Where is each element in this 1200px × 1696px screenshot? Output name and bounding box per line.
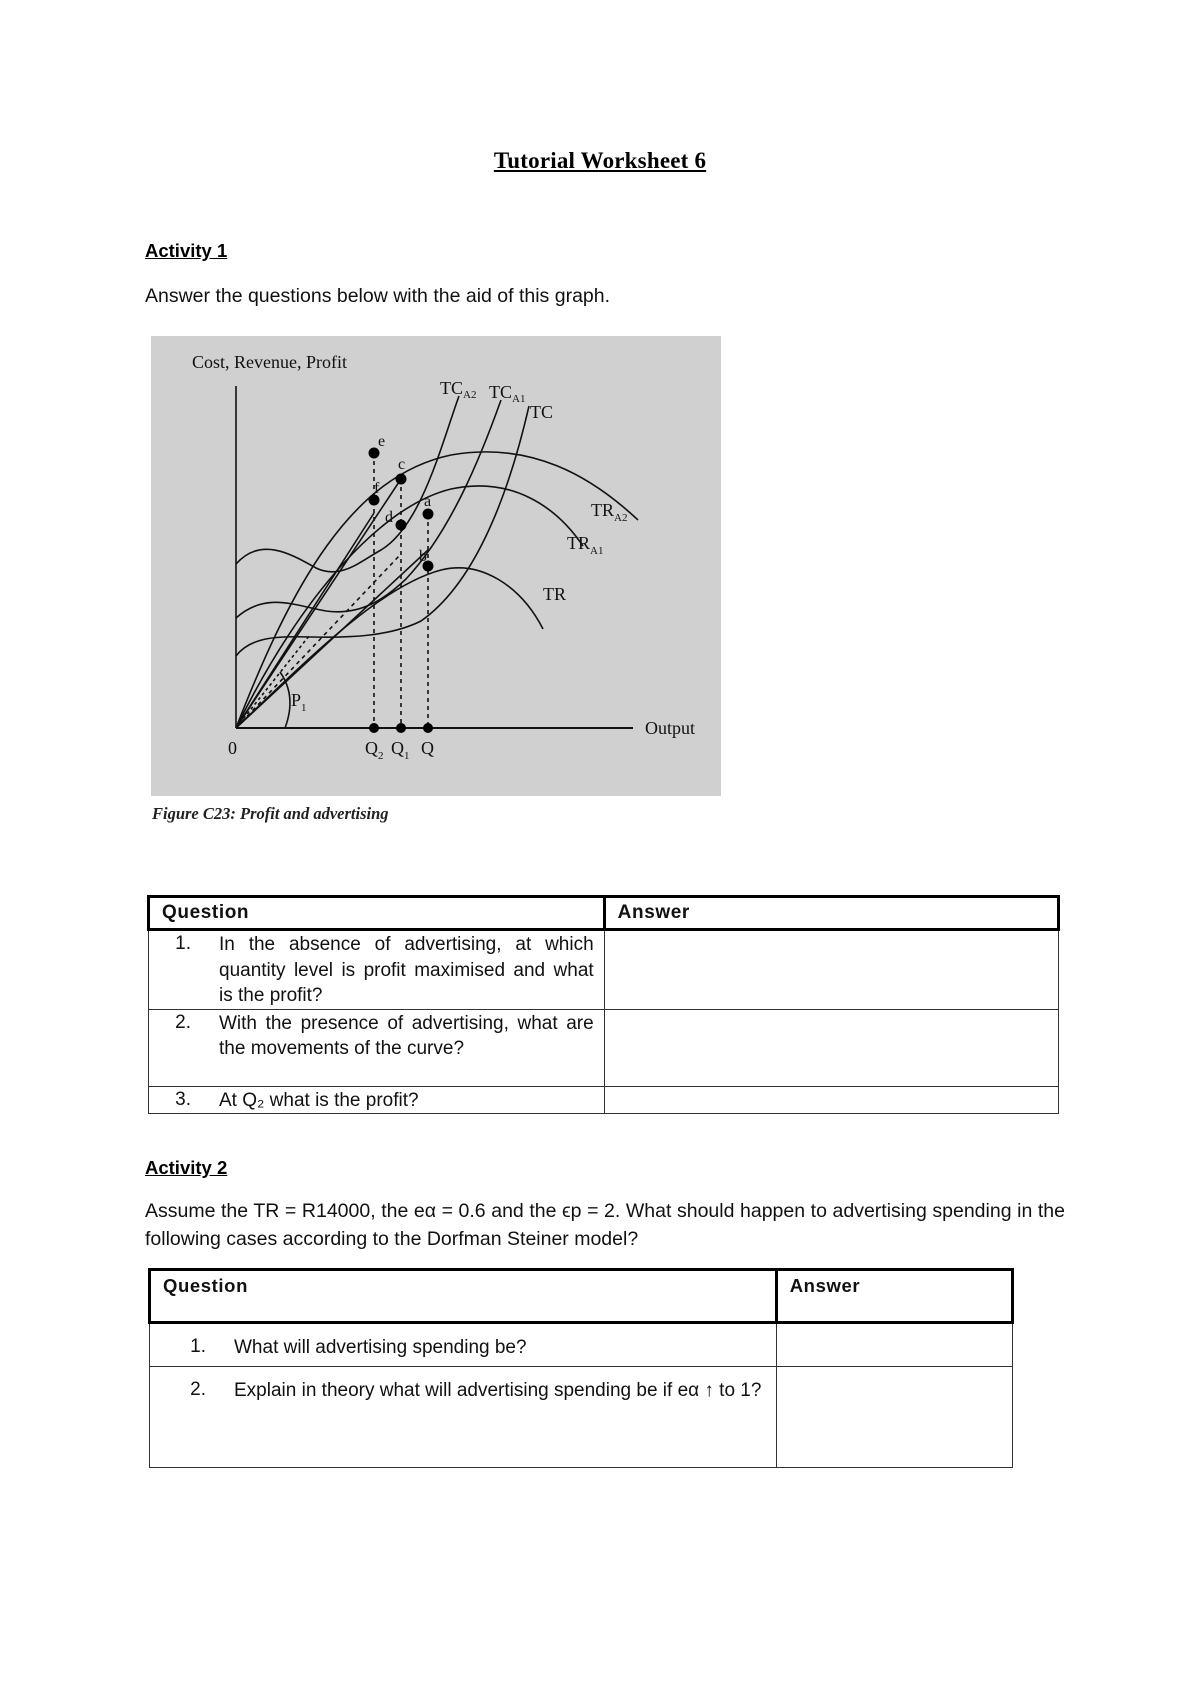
question-number: 2. xyxy=(175,1011,191,1033)
question-cell xyxy=(150,1367,777,1468)
answer-cell[interactable] xyxy=(604,930,1058,1010)
answer-column-header: Answer xyxy=(776,1270,1012,1323)
y-axis-label: Cost, Revenue, Profit xyxy=(192,352,347,372)
activity-2-instruction: Assume the TR = R14000, the eα = 0.6 and the ϵp = 2. What should happen to advertising spending in the following cases according to the Dorfman Steiner model? xyxy=(145,1200,1065,1250)
figure-caption: Figure C23: Profit and advertising xyxy=(152,804,389,823)
question-cell xyxy=(149,1009,605,1086)
question-number: 1. xyxy=(175,933,191,954)
tc-a1-curve xyxy=(236,400,501,618)
tc-label: TC xyxy=(530,402,554,422)
point-q xyxy=(423,723,433,733)
answer-cell[interactable] xyxy=(776,1367,1012,1468)
page-title: Tutorial Worksheet 6 xyxy=(493,148,707,173)
tr-curve xyxy=(236,568,543,728)
point-a-label: a xyxy=(424,493,432,510)
tr-a1-label: $TR_{A1}$ xyxy=(567,533,604,557)
point-c-label: c xyxy=(398,456,406,473)
question-cell xyxy=(149,1086,605,1114)
point-c xyxy=(396,474,407,485)
p1-label: $P_1$ xyxy=(291,690,307,714)
point-f-label: f xyxy=(374,480,380,497)
q1-label: $Q_1$ xyxy=(391,738,410,762)
ray-f xyxy=(236,636,309,728)
ray-dashed xyxy=(236,555,400,728)
question-cell xyxy=(149,930,605,1010)
question-column-header: Question xyxy=(150,1270,777,1323)
point-q1 xyxy=(396,723,406,733)
activity-1-heading: Activity 1 xyxy=(145,240,228,261)
origin-label: 0 xyxy=(228,738,237,758)
table-row xyxy=(150,1323,1013,1367)
question-text: At Q₂ what is the profit? xyxy=(219,1089,419,1111)
q-label: Q xyxy=(421,738,434,758)
point-b-label: b xyxy=(419,548,427,565)
question-number: 1. xyxy=(190,1336,206,1357)
profit-advertising-chart xyxy=(151,336,721,796)
table-header-row xyxy=(149,897,1059,930)
activity-2-heading: Activity 2 xyxy=(145,1157,228,1178)
table-row xyxy=(149,1009,1059,1086)
point-e-label: e xyxy=(378,433,386,450)
point-a xyxy=(423,509,434,520)
question-text: Explain in theory what will advertising spending be if eα ↑ to 1? xyxy=(234,1380,762,1401)
q2-label: $Q_2$ xyxy=(365,738,384,762)
tc-a2-label: $TC_{A2}$ xyxy=(440,378,477,401)
tr-label: TR xyxy=(543,584,567,604)
question-column-header: Question xyxy=(149,897,605,930)
answer-cell[interactable] xyxy=(604,1009,1058,1086)
tr-a2-label: $TR_{A2}$ xyxy=(591,500,628,524)
answer-cell[interactable] xyxy=(604,1086,1058,1114)
question-number: 2. xyxy=(190,1379,206,1400)
activity-2-table xyxy=(148,1268,1014,1468)
activity-1-table xyxy=(147,895,1060,1114)
question-number: 3. xyxy=(175,1088,191,1110)
question-cell xyxy=(150,1323,777,1367)
point-d-label: d xyxy=(385,509,393,526)
tc-a2-curve xyxy=(236,396,459,572)
question-text: What will advertising spending be? xyxy=(234,1337,527,1358)
table-row xyxy=(149,930,1059,1010)
point-d xyxy=(396,520,407,531)
x-axis-label: Output xyxy=(645,718,696,738)
table-row xyxy=(149,1086,1059,1114)
table-header-row xyxy=(150,1270,1013,1323)
activity-1-instruction: Answer the questions below with the aid of this graph. xyxy=(145,285,611,307)
point-q2 xyxy=(369,723,379,733)
table-row xyxy=(150,1367,1013,1468)
answer-column-header: Answer xyxy=(604,897,1058,930)
question-text: With the presence of advertising, what are the movements of the curve? xyxy=(219,1012,594,1059)
question-text: In the absence of advertising, at which quantity level is profit maximised and what is the profit? xyxy=(219,934,594,1006)
tc-a1-label: $TC_{A1}$ xyxy=(489,382,526,405)
answer-cell[interactable] xyxy=(776,1323,1012,1367)
